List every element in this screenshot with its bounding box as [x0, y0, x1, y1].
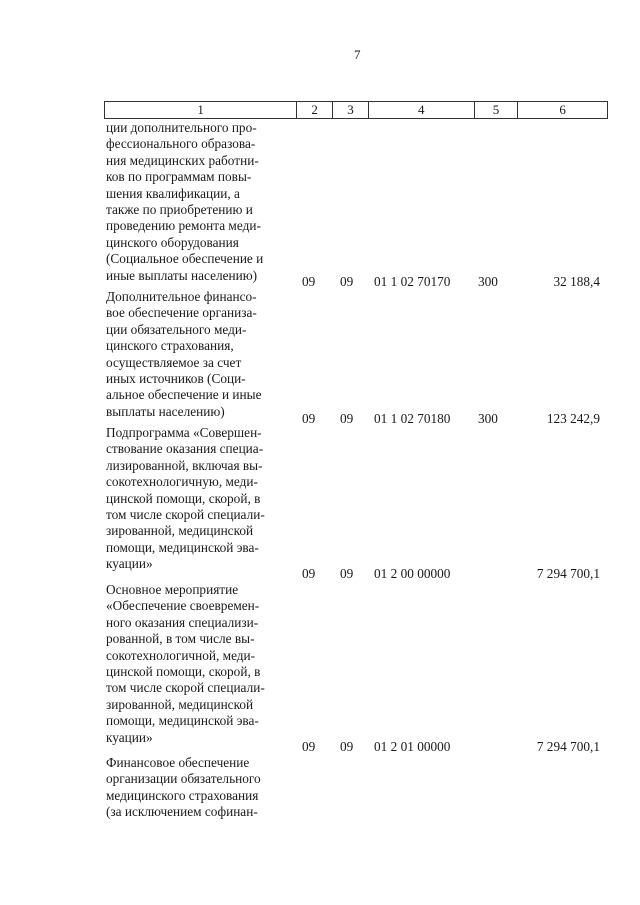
header-col-3: 3	[332, 102, 368, 118]
description-line: ствование оказания специа-	[106, 441, 264, 457]
description-line: рованной, в том числе вы-	[106, 631, 255, 647]
description-line: Основное мероприятие	[106, 582, 239, 597]
description-line: сокотехнологичной, меди-	[106, 647, 256, 663]
target-item-code: 01 1 02 70180	[374, 411, 451, 426]
expense-type-code: 300	[478, 274, 498, 289]
description-line: иных источников (Соци-	[106, 371, 246, 387]
table-header	[104, 101, 608, 119]
description-line: цинского оборудования	[106, 234, 239, 250]
description-line: том числе скорой специали-	[106, 507, 265, 523]
description-line: куации»	[106, 556, 153, 572]
amount: 123 242,9	[546, 411, 600, 426]
description-line: ции дополнительного про-	[106, 120, 257, 135]
subsection-code: 09	[340, 739, 354, 754]
expense-type-code: 300	[478, 411, 498, 426]
description-line: цинского страхования,	[106, 338, 234, 354]
header-col-6: 6	[517, 102, 607, 118]
description-line: том числе скорой специали-	[106, 680, 265, 696]
header-col-1: 1	[197, 102, 204, 117]
section-code: 09	[302, 274, 316, 289]
description-line: лизированной, включая вы-	[106, 457, 263, 473]
amount: 32 188,4	[553, 274, 600, 289]
target-item-code: 01 2 00 00000	[374, 566, 451, 581]
description-line: шения квалификации, а	[106, 185, 240, 201]
description-line: (Социальное обеспечение и	[106, 251, 264, 267]
description-line: зированной, медицинской	[106, 696, 254, 712]
row-description	[106, 120, 296, 284]
subsection-code: 09	[340, 274, 354, 289]
description-line: помощи, медицинской эва-	[106, 539, 259, 555]
target-item-code: 01 2 01 00000	[374, 739, 451, 754]
description-line: помощи, медицинской эва-	[106, 713, 259, 729]
description-line: Подпрограмма «Совершен-	[106, 425, 262, 440]
subsection-code: 09	[340, 411, 354, 426]
page-number: 7	[354, 47, 361, 62]
description-line: альное обеспечение и иные	[106, 387, 262, 403]
row-description	[106, 289, 296, 420]
row-description	[106, 425, 296, 573]
amount: 7 294 700,1	[536, 566, 600, 581]
description-line: ков по программам повы-	[106, 169, 252, 185]
section-code: 09	[302, 566, 316, 581]
header-col-5: 5	[474, 102, 518, 118]
description-line: ции обязательного меди-	[106, 321, 247, 337]
header-col-4: 4	[368, 102, 474, 118]
description-line: выплаты населению)	[106, 403, 225, 419]
description-line: вое обеспечение организа-	[106, 305, 257, 321]
description-line: ного оказания специализи-	[106, 614, 259, 630]
description-line: Дополнительное финансо-	[106, 289, 257, 304]
description-line: медицинского страхования	[106, 787, 259, 803]
description-line: организации обязательного	[106, 771, 261, 787]
target-item-code: 01 1 02 70170	[374, 274, 451, 289]
description-line: цинской помощи, скорой, в	[106, 490, 261, 506]
description-line: сокотехнологичную, меди-	[106, 474, 258, 490]
amount: 7 294 700,1	[536, 739, 600, 754]
description-line: также по приобретению и	[106, 202, 253, 218]
section-code: 09	[302, 739, 316, 754]
description-line: ния медицинских работни-	[106, 152, 259, 168]
description-line: осуществляемое за счет	[106, 354, 242, 370]
description-line: зированной, медицинской	[106, 523, 254, 539]
description-line: проведению ремонта меди-	[106, 218, 261, 234]
description-line: цинской помощи, скорой, в	[106, 664, 261, 680]
header-col-2: 2	[296, 102, 332, 118]
description-line: Финансовое обеспечение	[106, 755, 250, 770]
subsection-code: 09	[340, 566, 354, 581]
section-code: 09	[302, 411, 316, 426]
description-line: куации»	[106, 729, 153, 745]
description-line: «Обеспечение своевремен-	[106, 598, 260, 614]
row-description	[106, 755, 296, 821]
description-line: (за исключением софинан-	[106, 804, 258, 820]
description-line: фессионального образова-	[106, 136, 256, 152]
description-line: иные выплаты населению)	[106, 267, 258, 283]
row-description	[106, 582, 296, 746]
